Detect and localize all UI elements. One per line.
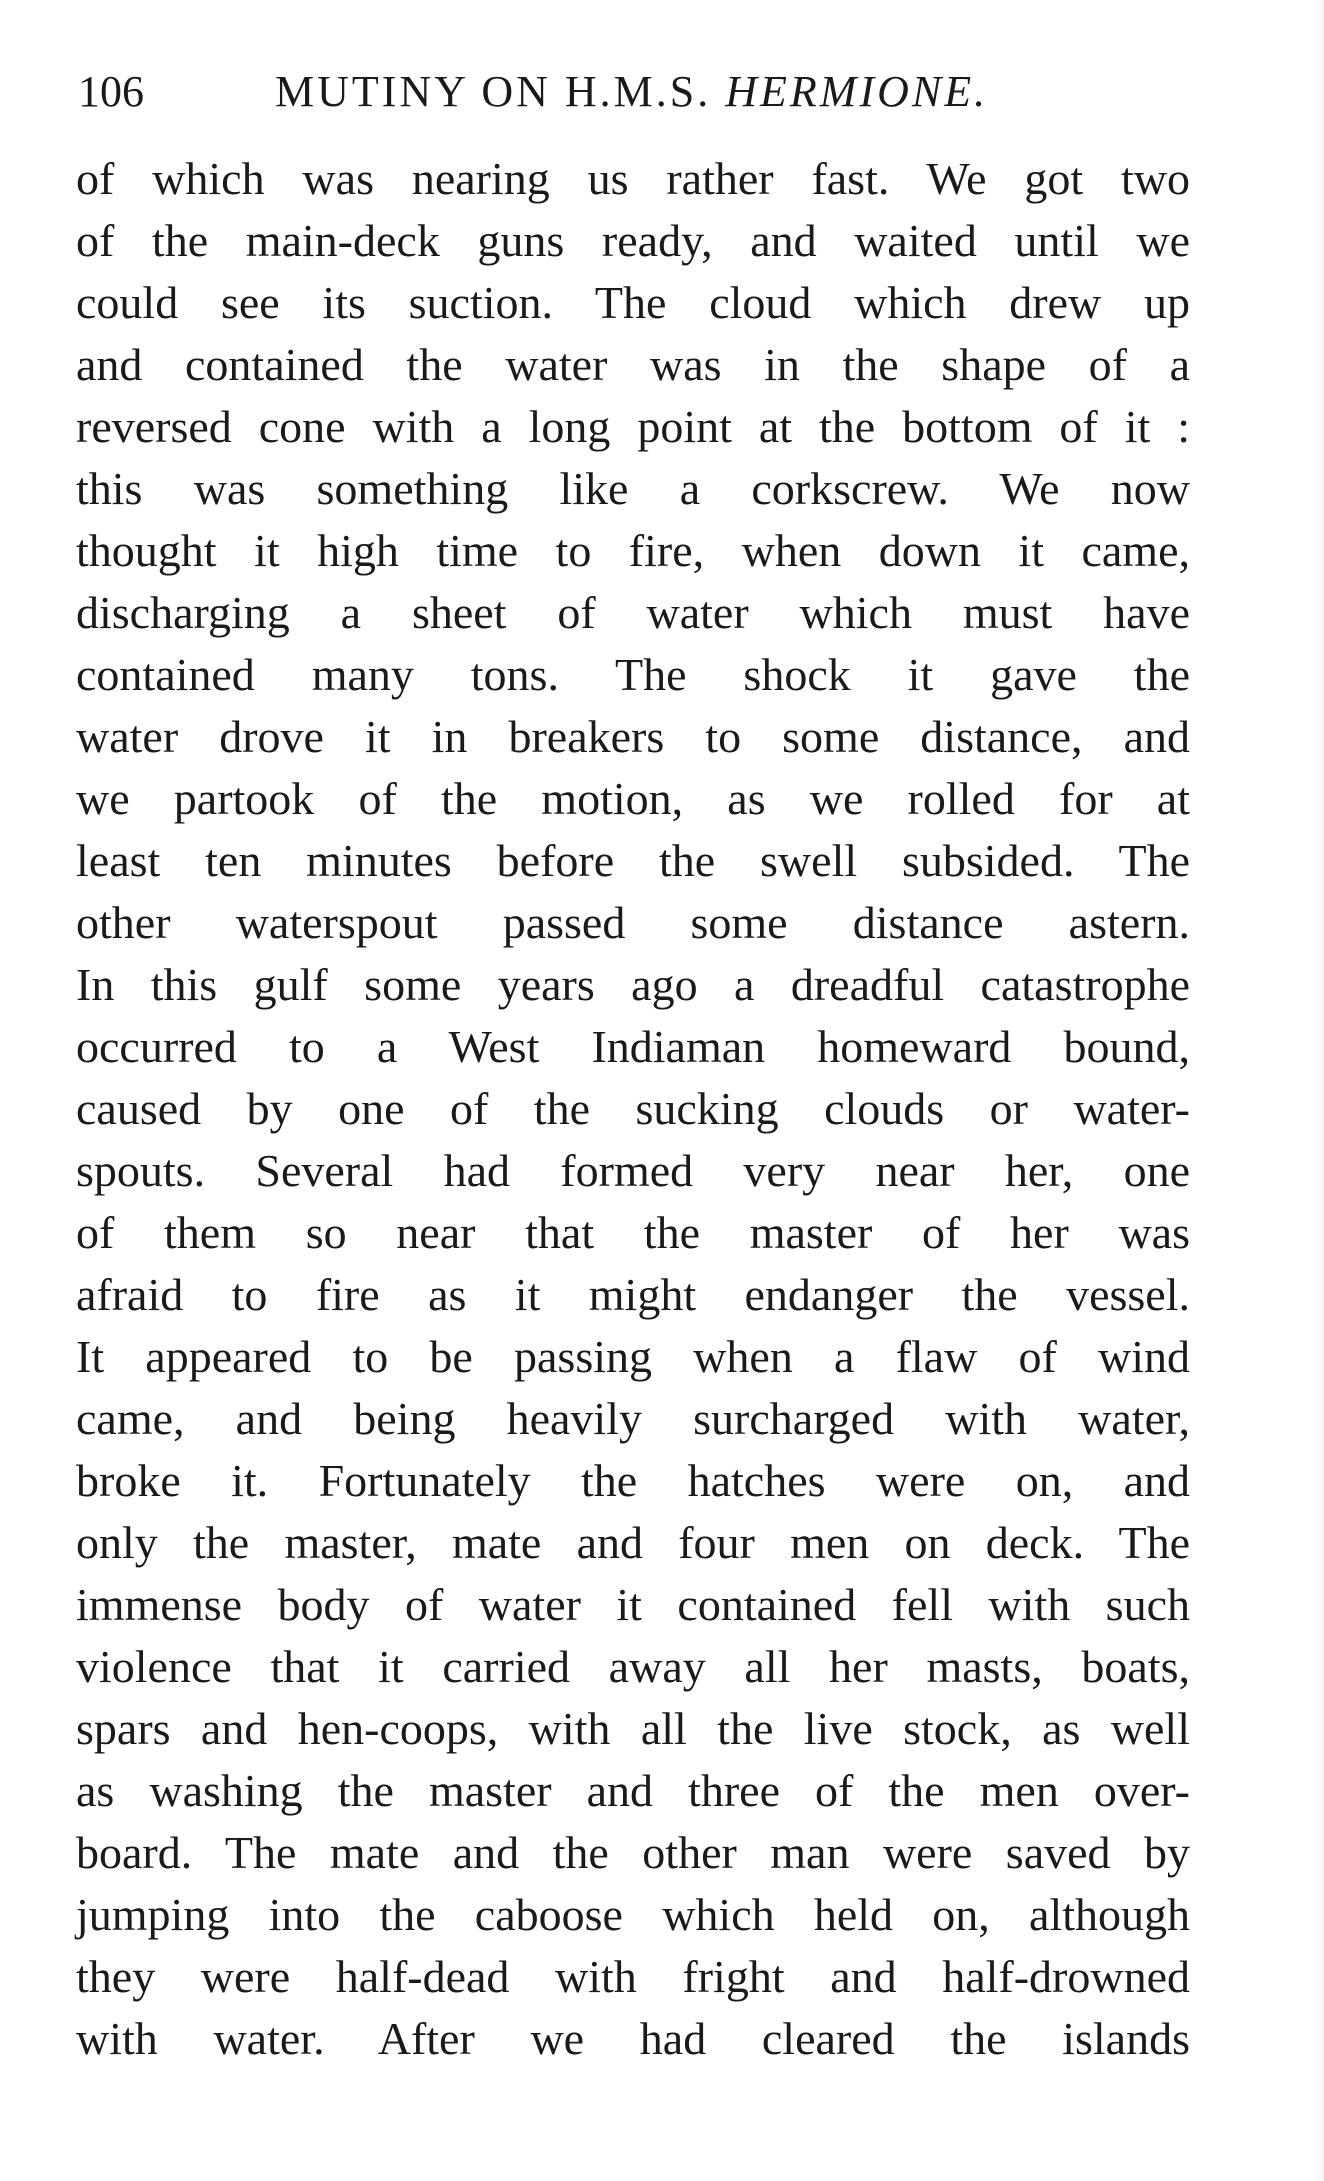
text-line: water drove it in breakers to some distance, and xyxy=(76,711,1190,762)
text-line: afraid to fire as it might endanger the vessel. xyxy=(76,1269,1190,1320)
text-line: immense body of water it contained fell with such xyxy=(76,1579,1190,1630)
running-head xyxy=(78,62,1190,122)
text-line: board. The mate and the other man were saved by xyxy=(76,1827,1190,1878)
text-line: caused by one of the sucking clouds or water- xyxy=(76,1083,1190,1134)
text-line: as washing the master and three of the men over- xyxy=(76,1765,1190,1816)
text-line: reversed cone with a long point at the bottom of it : xyxy=(76,401,1190,452)
header-title xyxy=(275,62,988,122)
text-line: occurred to a West Indiaman homeward bound, xyxy=(76,1021,1190,1072)
text-line: jumping into the caboose which held on, although xyxy=(76,1889,1190,1940)
text-line: other waterspout passed some distance astern. xyxy=(76,897,1190,948)
text-line: violence that it carried away all her masts, boats, xyxy=(76,1641,1190,1692)
text-line: they were half-dead with fright and half-drowned xyxy=(76,1951,1190,2002)
text-line: spouts. Several had formed very near her, one xyxy=(76,1145,1190,1196)
text-line: least ten minutes before the swell subsided. The xyxy=(76,835,1190,886)
text-line: In this gulf some years ago a dreadful catastrophe xyxy=(76,959,1190,1010)
body-text xyxy=(76,148,1190,2070)
text-line: only the master, mate and four men on deck. The xyxy=(76,1517,1190,1568)
text-line: and contained the water was in the shape of a xyxy=(76,339,1190,390)
header-title-roman: MUTINY ON H.M.S. xyxy=(275,67,726,116)
text-line: of which was nearing us rather fast. We got two xyxy=(76,153,1190,204)
text-line: this was something like a corkscrew. We now xyxy=(76,463,1190,514)
text-line: of the main-deck guns ready, and waited until we xyxy=(76,215,1190,266)
header-title-italic: HERMIONE. xyxy=(725,67,989,116)
text-line: spars and hen-coops, with all the live stock, as well xyxy=(76,1703,1190,1754)
page-number: 106 xyxy=(78,67,144,116)
text-line: discharging a sheet of water which must have xyxy=(76,587,1190,638)
page-edge-shadow xyxy=(1314,0,1324,2181)
text-line: It appeared to be passing when a flaw of wind xyxy=(76,1331,1190,1382)
text-line: could see its suction. The cloud which drew up xyxy=(76,277,1190,328)
text-line: thought it high time to fire, when down it came, xyxy=(76,525,1190,576)
text-line: with water. After we had cleared the islands xyxy=(76,2013,1190,2064)
text-line: contained many tons. The shock it gave the xyxy=(76,649,1190,700)
text-line: came, and being heavily surcharged with water, xyxy=(76,1393,1190,1444)
text-line: we partook of the motion, as we rolled for at xyxy=(76,773,1190,824)
text-line: of them so near that the master of her was xyxy=(76,1207,1190,1258)
text-line: broke it. Fortunately the hatches were on, and xyxy=(76,1455,1190,1506)
